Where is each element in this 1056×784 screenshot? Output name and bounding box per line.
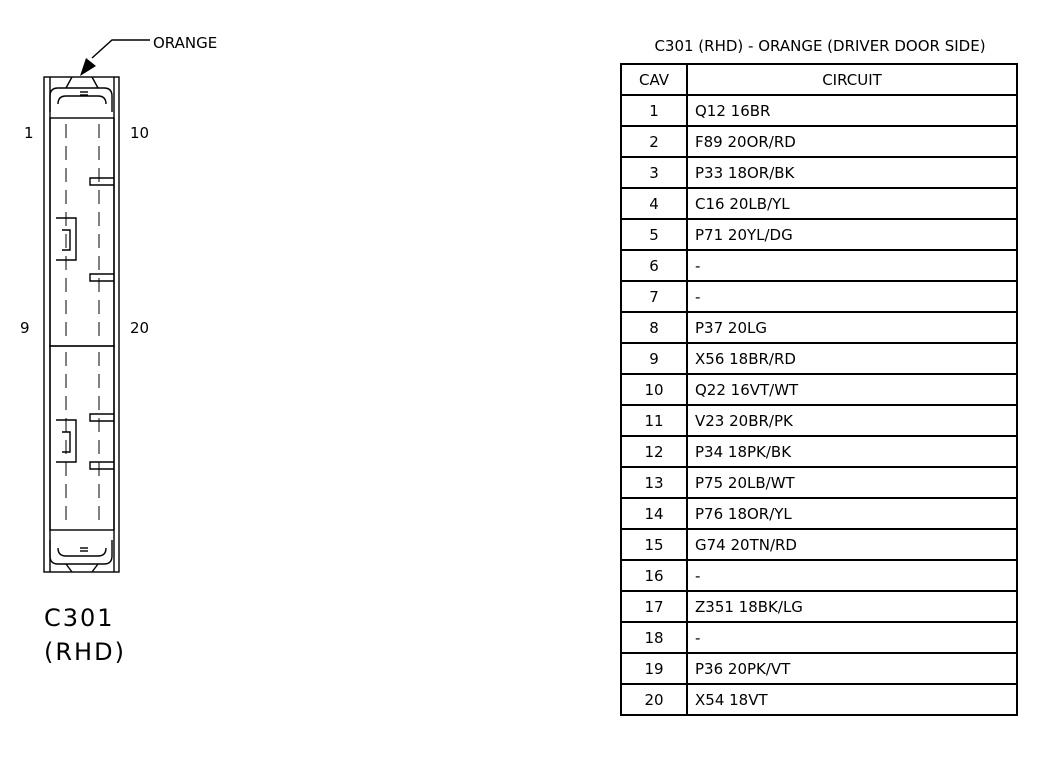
circuit-cell: P76 18OR/YL [687, 498, 1017, 529]
circuit-cell: C16 20LB/YL [687, 188, 1017, 219]
connector-outline [44, 77, 119, 572]
table-row [621, 591, 1017, 622]
cav-cell: 18 [621, 622, 687, 653]
table-row [621, 467, 1017, 498]
table-row [621, 405, 1017, 436]
cav-cell: 1 [621, 95, 687, 126]
header-cav: CAV [621, 64, 687, 95]
cav-cell: 19 [621, 653, 687, 684]
connector-name: C301 [44, 604, 115, 632]
table-row [621, 560, 1017, 591]
pin-label-20: 20 [130, 319, 150, 337]
circuit-cell: P34 18PK/BK [687, 436, 1017, 467]
table-row [621, 95, 1017, 126]
table-row [621, 281, 1017, 312]
table-row [621, 250, 1017, 281]
table-title: C301 (RHD) - ORANGE (DRIVER DOOR SIDE) [654, 37, 986, 55]
cav-cell: 20 [621, 684, 687, 715]
cav-cell: 7 [621, 281, 687, 312]
circuit-cell: - [687, 560, 1017, 591]
table-row [621, 529, 1017, 560]
cav-cell: 17 [621, 591, 687, 622]
cav-cell: 13 [621, 467, 687, 498]
circuit-cell: - [687, 622, 1017, 653]
circuit-cell: - [687, 281, 1017, 312]
cav-cell: 2 [621, 126, 687, 157]
callout-leader [92, 40, 150, 58]
table-row [621, 498, 1017, 529]
connector-subname: (RHD) [44, 638, 126, 666]
connector-diagram [0, 0, 240, 600]
table-row [621, 622, 1017, 653]
table-row [621, 436, 1017, 467]
table-row [621, 653, 1017, 684]
circuit-cell: Q12 16BR [687, 95, 1017, 126]
circuit-cell: P71 20YL/DG [687, 219, 1017, 250]
pinout-table [620, 63, 1018, 716]
header-circuit: CIRCUIT [687, 64, 1017, 95]
cav-cell: 6 [621, 250, 687, 281]
table-row [621, 374, 1017, 405]
cav-cell: 12 [621, 436, 687, 467]
cav-cell: 8 [621, 312, 687, 343]
callout-arrowhead [80, 58, 96, 76]
table-row [621, 219, 1017, 250]
cav-cell: 5 [621, 219, 687, 250]
cav-cell: 15 [621, 529, 687, 560]
circuit-cell: X54 18VT [687, 684, 1017, 715]
table-row [621, 126, 1017, 157]
cav-cell: 4 [621, 188, 687, 219]
circuit-cell: - [687, 250, 1017, 281]
circuit-cell: P37 20LG [687, 312, 1017, 343]
table-row [621, 157, 1017, 188]
cav-cell: 16 [621, 560, 687, 591]
color-callout-label: ORANGE [153, 34, 218, 52]
table-row [621, 684, 1017, 715]
table-row [621, 188, 1017, 219]
circuit-cell: Q22 16VT/WT [687, 374, 1017, 405]
table-header-row [621, 64, 1017, 95]
upper-cavity-block [50, 118, 114, 346]
pin-label-9: 9 [20, 319, 30, 337]
circuit-cell: V23 20BR/PK [687, 405, 1017, 436]
circuit-cell: X56 18BR/RD [687, 343, 1017, 374]
cav-cell: 3 [621, 157, 687, 188]
circuit-cell: G74 20TN/RD [687, 529, 1017, 560]
circuit-cell: P33 18OR/BK [687, 157, 1017, 188]
circuit-cell: Z351 18BK/LG [687, 591, 1017, 622]
cav-cell: 9 [621, 343, 687, 374]
pin-label-10: 10 [130, 124, 150, 142]
pin-label-1: 1 [24, 124, 34, 142]
table-row [621, 343, 1017, 374]
circuit-cell: P75 20LB/WT [687, 467, 1017, 498]
table-row [621, 312, 1017, 343]
cav-cell: 14 [621, 498, 687, 529]
lower-cavity-block [50, 346, 114, 530]
cav-cell: 11 [621, 405, 687, 436]
circuit-cell: F89 20OR/RD [687, 126, 1017, 157]
cav-cell: 10 [621, 374, 687, 405]
circuit-cell: P36 20PK/VT [687, 653, 1017, 684]
